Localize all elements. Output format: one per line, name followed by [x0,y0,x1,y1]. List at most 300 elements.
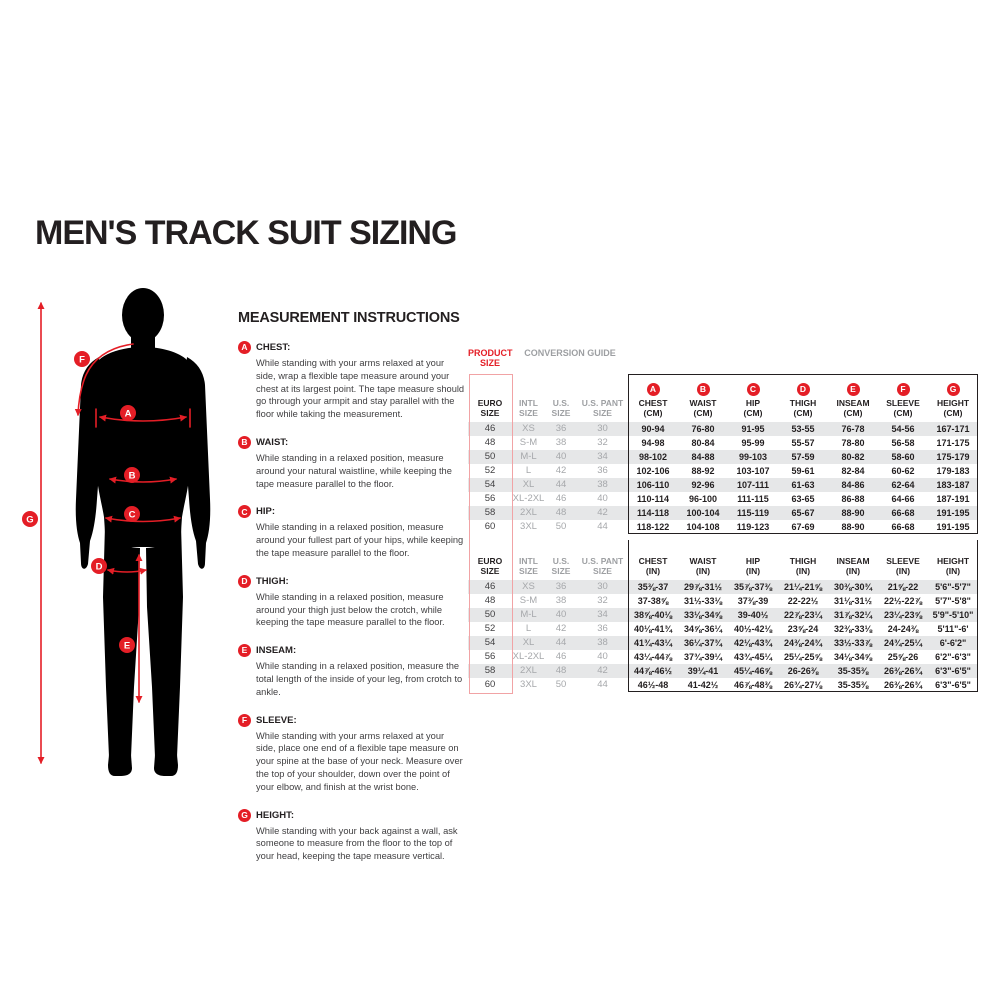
measurement-cell: 33½-33⅞ [833,638,873,648]
column-name: CHEST [638,556,668,566]
measurement-cell: 56-58 [891,438,915,448]
size-cell: XS [522,423,535,434]
measurement-cell: 21¼-21⅝ [783,582,823,592]
measurement-cell: 39-40½ [737,610,769,620]
measurement-cell: 33⅛-34⅝ [683,610,723,620]
measurement-cell: 114-118 [636,508,670,518]
column-header-thigh [778,374,828,422]
size-cell: 36 [597,623,608,634]
column-header-euro-size: EURO SIZE [477,556,503,576]
measurement-values [628,464,978,478]
size-cell: 38 [597,637,608,648]
measurement-cell: 104-108 [686,522,720,532]
page-title: MEN'S TRACK SUIT SIZING [35,214,457,252]
svg-text:G: G [26,514,34,526]
column-header-height [928,374,978,422]
measurement-cell: 76-80 [691,424,715,434]
measurement-values [628,594,978,608]
size-cell: 30 [597,423,608,434]
size-cell: 48 [555,665,567,676]
size-cell: L [525,623,532,634]
measurement-cell: 22-22½ [787,596,819,606]
figure-head [122,288,164,342]
figure-badge-a [120,405,136,421]
measurement-cell: 24-24⅜ [887,624,919,634]
size-cell: 42 [555,465,567,476]
measurement-cell: 6'3"-6'5" [935,680,971,690]
euro-size-cell: 56 [484,651,496,662]
measurement-values [628,664,978,678]
size-cell: 40 [597,493,608,504]
measurement-values [628,622,978,636]
figure-badge-d [91,558,107,574]
instruction-text: While standing in a relaxed position, measure the total length of the inside of your leg, from crotch to ankle. [256,661,463,697]
measurement-cell: 31½-33⅛ [683,596,723,606]
size-cell: 44 [597,521,608,532]
instruction-label: CHEST: [256,342,291,353]
measurement-cell: 119-123 [736,522,770,532]
euro-size-cell: 54 [484,637,496,648]
column-badge: E [847,383,860,396]
column-unit: (CM) [843,407,863,418]
measurement-values [628,580,978,594]
measurement-cell: 41¾-43¼ [633,638,673,648]
size-cell: 44 [597,679,608,690]
measurement-cell: 80-82 [841,452,865,462]
measurement-cell: 64-66 [891,494,915,504]
column-unit: (IN) [845,565,861,576]
measurement-cell: 183-187 [936,480,970,490]
size-cell: 32 [597,595,608,606]
measurement-cell: 86-88 [841,494,865,504]
euro-size-cell: 46 [484,423,496,434]
instruction-text: While standing with your back against a wall, ask someone to measure from the floor to the top of your head, keeping the tape measure vertical. [256,825,458,862]
size-cell: 42 [597,507,608,518]
measurement-values [628,520,978,534]
instruction-item-header [238,644,466,657]
measurement-cell: 84-86 [841,480,865,490]
measurement-cell: 171-175 [936,438,970,448]
size-cell: 42 [555,623,567,634]
measurement-cell: 107-111 [736,480,770,490]
size-cell: 44 [555,637,567,648]
column-unit: (CM) [793,407,813,418]
table-row [468,464,978,478]
cm-measure-headers [628,374,978,422]
measurement-values [628,450,978,464]
table-row [468,650,978,664]
column-unit: (CM) [643,407,663,418]
column-header-thigh [778,540,828,580]
column-badge: B [697,383,710,396]
euro-size-cell: 54 [484,479,496,490]
letter-badge: D [238,575,251,588]
svg-text:D: D [95,561,103,573]
size-cell: 32 [597,437,608,448]
figure-badge-g [22,511,38,527]
measurement-cell: 100-104 [686,508,720,518]
measurement-cell: 37⅜-39 [737,596,769,606]
svg-text:C: C [128,509,136,521]
size-cell: 40 [555,451,567,462]
euro-size-cell: 56 [484,493,496,504]
column-unit: (IN) [795,565,811,576]
measurement-cell: 66-68 [891,508,915,518]
measurement-cell: 6'2"-6'3" [935,652,971,662]
measurement-cell: 5'7"-5'8" [935,596,971,606]
cm-header-row [468,374,978,422]
column-name: THIGH [789,556,817,566]
instruction-item-header [238,714,466,727]
instruction-item-hip [238,505,466,559]
column-header-intl-size: INTL SIZE [519,556,538,576]
column-header-waist [678,540,728,580]
measurement-cell: 98-102 [638,452,668,462]
size-cell: 50 [555,521,567,532]
measurement-cell: 62-64 [891,480,915,490]
column-name: HIP [745,398,761,408]
column-name: CHEST [638,398,668,408]
instructions-heading: MEASUREMENT INSTRUCTIONS [238,310,460,326]
measurement-cell: 88-92 [691,466,715,476]
measurement-cell: 43¼-44⅞ [633,652,673,662]
size-cell: 34 [597,609,608,620]
measurement-cell: 40⅛-41¾ [633,624,673,634]
instructions-list [238,341,466,863]
instruction-item-sleeve [238,714,466,794]
measurement-cell: 111-115 [737,494,769,504]
measurement-cell: 35-35⅜ [837,680,869,690]
measurement-cell: 80-84 [691,438,715,448]
in-measure-headers [628,540,978,580]
column-header-chest [628,374,678,422]
size-cell: 2XL [520,665,537,676]
column-unit: (IN) [895,565,911,576]
measurement-cell: 179-183 [936,466,970,476]
measurement-cell: 31⅞-32¼ [833,610,873,620]
measurement-values [628,678,978,692]
figure-torso [92,347,194,547]
in-rows [468,580,978,692]
column-unit: (IN) [745,565,761,576]
measurement-cell: 115-119 [736,508,770,518]
table-row [468,622,978,636]
column-header-chest [628,540,678,580]
measurement-cell: 167-171 [936,424,970,434]
measurement-cell: 32⅜-33⅛ [833,624,873,634]
measurement-cell: 191-195 [936,508,970,518]
measurement-cell: 102-106 [636,466,670,476]
column-header-u-s-size: U.S. SIZE [551,556,571,576]
measurement-cell: 22⅞-23¼ [783,610,823,620]
column-unit: (IN) [695,565,711,576]
euro-size-cell: 48 [484,437,496,448]
euro-size-cell: 60 [484,679,496,690]
size-cell: M-L [520,609,537,620]
measurement-values [628,506,978,520]
measurement-cell: 88-90 [841,522,865,532]
figure-badge-b [124,467,140,483]
table-row [468,580,978,594]
column-unit: (CM) [893,407,913,418]
column-header-u-s-pant-size: U.S. PANT SIZE [581,556,624,576]
measurement-cell: 91-95 [741,424,765,434]
figure-left-foot [108,755,132,776]
instruction-item-header [238,575,466,588]
measurement-cell: 55-57 [791,438,815,448]
size-cell: 50 [555,679,567,690]
measurement-cell: 90-94 [641,424,665,434]
cm-rows [468,422,978,534]
column-header-intl-size: INTL SIZE [519,398,538,418]
euro-size-cell: 58 [484,665,496,676]
measurement-cell: 54-56 [891,424,915,434]
size-cell: 46 [555,651,567,662]
figure-badge-c [124,506,140,522]
measurement-cell: 110-114 [636,494,670,504]
size-cell: XL-2XL [512,493,545,504]
letter-badge: G [238,809,251,822]
size-table-cm-section [468,374,978,534]
column-header-sleeve [878,540,928,580]
conversion-guide-label: CONVERSION GUIDE [524,348,616,358]
size-cell: 36 [555,581,567,592]
instruction-label: INSEAM: [256,645,297,657]
size-cell: 36 [597,465,608,476]
measurement-cell: 58-60 [891,452,915,462]
measurement-values [628,478,978,492]
size-cell: S-M [519,437,538,448]
column-header-u-s-pant-size: U.S. PANT SIZE [581,398,624,418]
measurement-values [628,422,978,436]
table-row [468,664,978,678]
euro-size-cell: 52 [484,465,496,476]
column-unit: (CM) [943,407,963,418]
product-size-label: PRODUCT SIZE [468,348,513,368]
instruction-item-header [238,341,466,354]
measurement-cell: 5'11"-6' [937,624,969,634]
measurement-cell: 26⅜-26¾ [883,666,923,676]
measurement-cell: 36¼-37¾ [683,638,723,648]
measurement-cell: 67-69 [791,522,815,532]
size-cell: 36 [555,423,567,434]
measurement-cell: 88-90 [841,508,865,518]
measurement-cell: 26¾-27⅛ [783,680,823,690]
euro-size-cell: 58 [484,507,496,518]
measurement-instructions [238,310,466,878]
column-header-euro-size: EURO SIZE [477,398,503,418]
size-cell: 38 [597,479,608,490]
measurement-cell: 30⅜-30¾ [833,582,873,592]
measurement-cell: 29⅞-31½ [683,582,723,592]
column-header-hip [728,540,778,580]
column-name: SLEEVE [886,398,920,408]
figure-right-leg [146,525,183,757]
measurement-cell: 5'6"-5'7" [935,582,971,592]
letter-badge: F [238,714,251,727]
svg-text:F: F [79,354,85,366]
measurement-cell: 99-103 [738,452,768,462]
column-header-height [928,540,978,580]
table-row [468,594,978,608]
size-cell: 40 [555,609,567,620]
measurement-values [628,636,978,650]
table-row [468,636,978,650]
measurement-cell: 65-67 [791,508,815,518]
measurement-cell: 82-84 [841,466,865,476]
measurement-cell: 84-88 [691,452,715,462]
letter-badge: B [238,436,251,449]
instruction-label: HIP: [256,506,275,518]
measurement-cell: 25⅝-26 [887,652,919,662]
size-cell: M-L [520,451,537,462]
table-row [468,422,978,436]
measurement-cell: 31⅛-31½ [833,596,873,606]
measurement-cell: 24¾-25¼ [883,638,923,648]
size-cell: 40 [597,651,608,662]
measurement-cell: 53-55 [791,424,815,434]
instruction-item-thigh [238,575,466,629]
figure-badge-e [119,637,135,653]
instruction-text: While standing in a relaxed position, measure around your thigh just below the crotch, while keeping the tape measure parallel to the floor. [256,591,445,628]
svg-text:A: A [124,408,132,420]
euro-size-cell: 46 [484,581,496,592]
measurement-cell: 41-42½ [687,680,719,690]
measurement-cell: 35⅞-37⅜ [733,582,773,592]
size-cell: XS [522,581,535,592]
size-cell: 42 [597,665,608,676]
measurement-cell: 118-122 [636,522,670,532]
size-cell: 2XL [520,507,537,518]
size-cell: XL [522,637,535,648]
measurement-cell: 43¾-45¼ [733,652,773,662]
measurement-cell: 23⅝-24 [787,624,819,634]
instruction-label: WAIST: [256,436,289,448]
column-name: HEIGHT [936,556,970,566]
measurement-values [628,608,978,622]
column-name: HIP [745,556,761,566]
measurement-cell: 6'3"-6'5" [935,666,971,676]
column-header-inseam [828,540,878,580]
measurement-cell: 34⅛-34⅝ [833,652,873,662]
measurement-cell: 96-100 [688,494,718,504]
measurement-cell: 46½-48 [637,680,669,690]
size-cell: 44 [555,479,567,490]
measurement-cell: 24⅜-24¾ [783,638,823,648]
column-unit: (IN) [645,565,661,576]
measurement-cell: 38⅝-40⅛ [633,610,673,620]
instruction-item-waist [238,436,466,490]
measurement-cell: 187-191 [936,494,970,504]
in-header-row [468,540,978,580]
measurement-cell: 35⅜-37 [637,582,669,592]
measurement-cell: 21⅝-22 [887,582,919,592]
measurement-cell: 78-80 [841,438,865,448]
instruction-item-chest [238,341,466,421]
measurement-cell: 39¼-41 [687,666,719,676]
instruction-item-header [238,505,466,518]
measurement-cell: 66-68 [891,522,915,532]
column-badge: D [797,383,810,396]
column-unit: (IN) [945,565,961,576]
table-row [468,520,978,534]
letter-badge: E [238,644,251,657]
letter-badge: C [238,505,251,518]
instruction-label: THIGH: [256,575,289,587]
euro-size-cell: 50 [484,451,496,462]
column-unit: (CM) [743,407,763,418]
instruction-item-height [238,809,466,863]
measurement-cell: 46⅞-48⅜ [733,680,773,690]
size-cell: 38 [555,595,567,606]
in-size-headers [468,540,628,580]
measurement-cell: 95-99 [741,438,765,448]
measurement-cell: 63-65 [791,494,815,504]
measurement-cell: 45¼-46⅝ [733,666,773,676]
measurement-cell: 22½-22⅞ [883,596,923,606]
column-badge: G [947,383,960,396]
sizing-table [468,348,978,692]
cm-size-headers [468,374,628,422]
measurement-cell: 76-78 [841,424,865,434]
column-header-u-s-size: U.S. SIZE [551,398,571,418]
euro-size-cell: 50 [484,609,496,620]
size-cell: 30 [597,581,608,592]
measurement-cell: 6'-6'2" [939,638,967,648]
instruction-text: While standing in a relaxed position, measure around your fullest part of your hips, while keeping the tape measure parallel to the floor. [256,522,464,558]
measurement-cell: 191-195 [936,522,970,532]
size-cell: 46 [555,493,567,504]
measurement-cell: 42⅛-43¾ [733,638,773,648]
column-name: THIGH [789,398,817,408]
column-header-sleeve [878,374,928,422]
measurement-cell: 60-62 [891,466,915,476]
measurement-cell: 44⅞-46½ [633,666,673,676]
column-name: WAIST [689,398,717,408]
table-row [468,678,978,692]
size-table-in-section [468,540,978,692]
size-cell: 34 [597,451,608,462]
measurement-cell: 57-59 [791,452,815,462]
column-name: WAIST [689,556,717,566]
column-header-hip [728,374,778,422]
instruction-text: While standing in a relaxed position, measure around your natural waistline, while keeping the tape measure parallel to the floor. [256,452,452,489]
column-name: SLEEVE [886,556,920,566]
table-row [468,450,978,464]
size-cell: S-M [519,595,538,606]
size-cell: 3XL [520,521,537,532]
letter-badge: A [238,341,251,354]
measurement-cell: 37-38⅝ [637,596,669,606]
measurement-values [628,436,978,450]
column-name: INSEAM [836,398,870,408]
size-cell: 48 [555,507,567,518]
body-measurement-figure [20,287,235,792]
measurement-cell: 23¼-23⅝ [883,610,923,620]
measurement-cell: 34⅝-36¼ [683,624,723,634]
column-header-waist [678,374,728,422]
instruction-label: SLEEVE: [256,714,297,726]
measurement-cell: 5'9"-5'10" [932,610,974,620]
column-badge: F [897,383,910,396]
instruction-item-header [238,809,466,822]
size-cell: 38 [555,437,567,448]
measurement-values [628,492,978,506]
table-row [468,492,978,506]
figure-right-foot [154,755,178,776]
column-unit: (CM) [693,407,713,418]
measurement-cell: 106-110 [636,480,670,490]
